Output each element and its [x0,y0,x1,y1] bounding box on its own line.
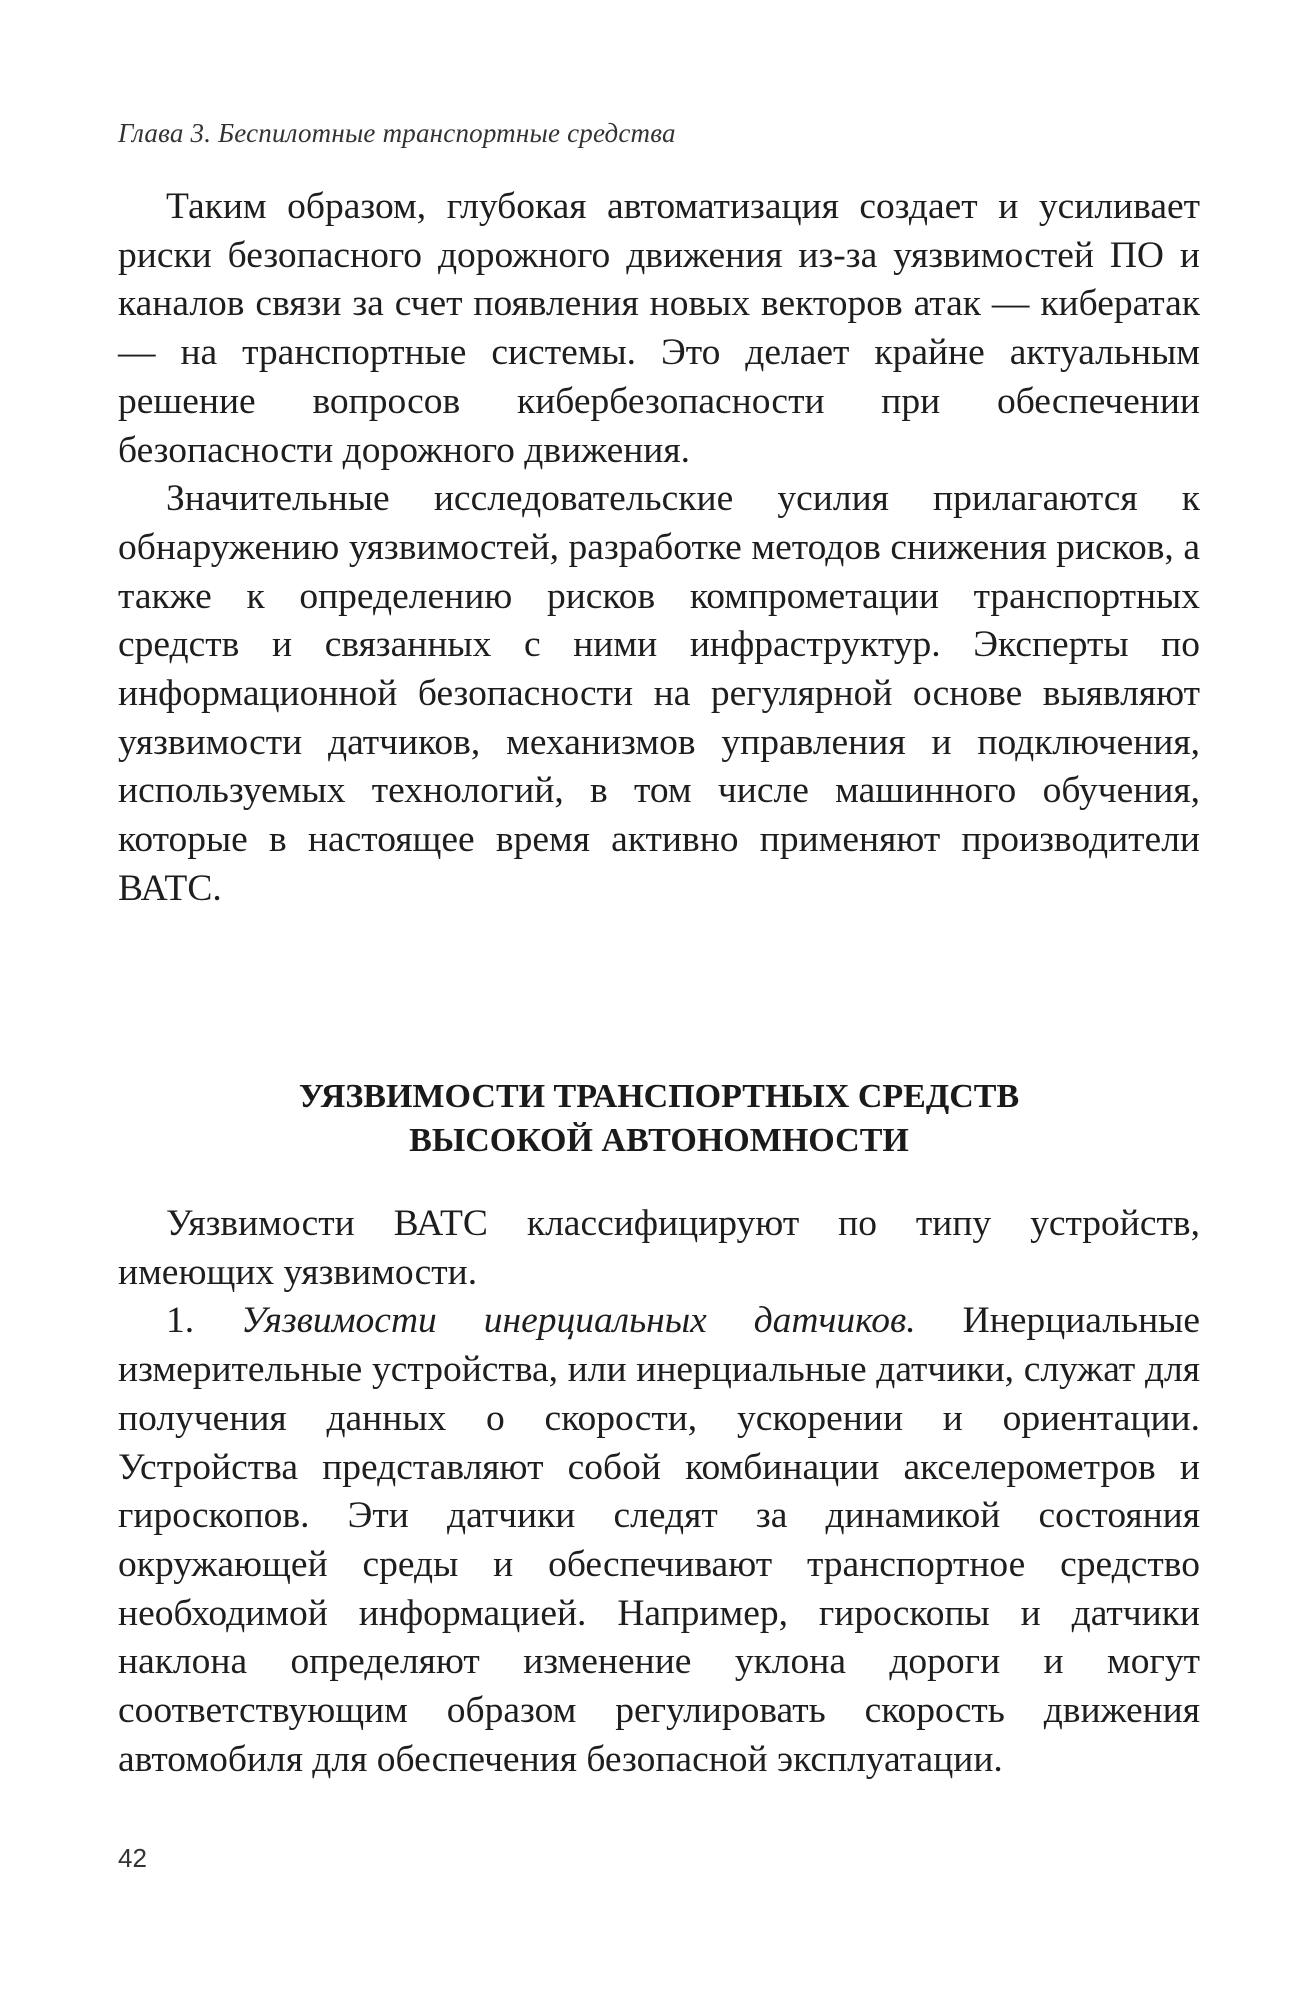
body-text-section [118,1200,1200,1784]
section-heading [118,1075,1200,1163]
page-number: 42 [118,1843,147,1873]
paragraph: Таким образом, глубокая автоматизация создает и усиливает риски безопасного дорожного движения из-за уязвимостей ПО и каналов связи за счет появления новых векторов атак — кибератак — на транспортные системы. Это делает крайне актуальным решение вопросов кибербезопасности при обеспечении безопасности дорожного движения. [118,186,1200,471]
section-heading-line-1: УЯЗВИМОСТИ ТРАНСПОРТНЫХ СРЕДСТВ [298,1078,1020,1115]
list-item [118,1297,1200,1784]
list-item-number: 1. [166,1300,195,1342]
list-item-text: Инерциальные измерительные устройства, или инерциальные датчики, служат для получения данных о скорости, ускорении и ориентации. Устройства представляют собой комбинации акселерометров и гироскопов. Эти датчики следят за динамикой состояния окружающей среды и обеспечивают транспортное средство необходимой информацией. Например, гироскопы и датчики наклона определяют изменение уклона дороги и могут соответствующим образом регулировать скорость движения автомобиля для обеспечения безопасной эксплуатации. [118,1300,1200,1780]
paragraph: Значительные исследовательские усилия прилагаются к обнаружению уязвимостей, разработке методов снижения рисков, а также к определению рисков компрометации транспортных средств и связанных с ними инфраструктур. Эксперты по информационной безопасности на регулярной основе выявляют уязвимости датчиков, механизмов управления и подключения, используемых технологий, в том числе машинного обучения, которые в настоящее время активно применяют производители ВАТС. [118,478,1200,909]
section-heading-line-2: ВЫСОКОЙ АВТОНОМНОСТИ [409,1122,909,1159]
body-text-top [118,183,1200,914]
running-head: Глава 3. Беспилотные транспортные средства [118,118,676,148]
list-item-term: Уязвимости инерциальных датчиков. [241,1300,916,1342]
section-intro: Уязвимости ВАТС классифицируют по типу устройств, имеющих уязвимости. [118,1203,1200,1293]
